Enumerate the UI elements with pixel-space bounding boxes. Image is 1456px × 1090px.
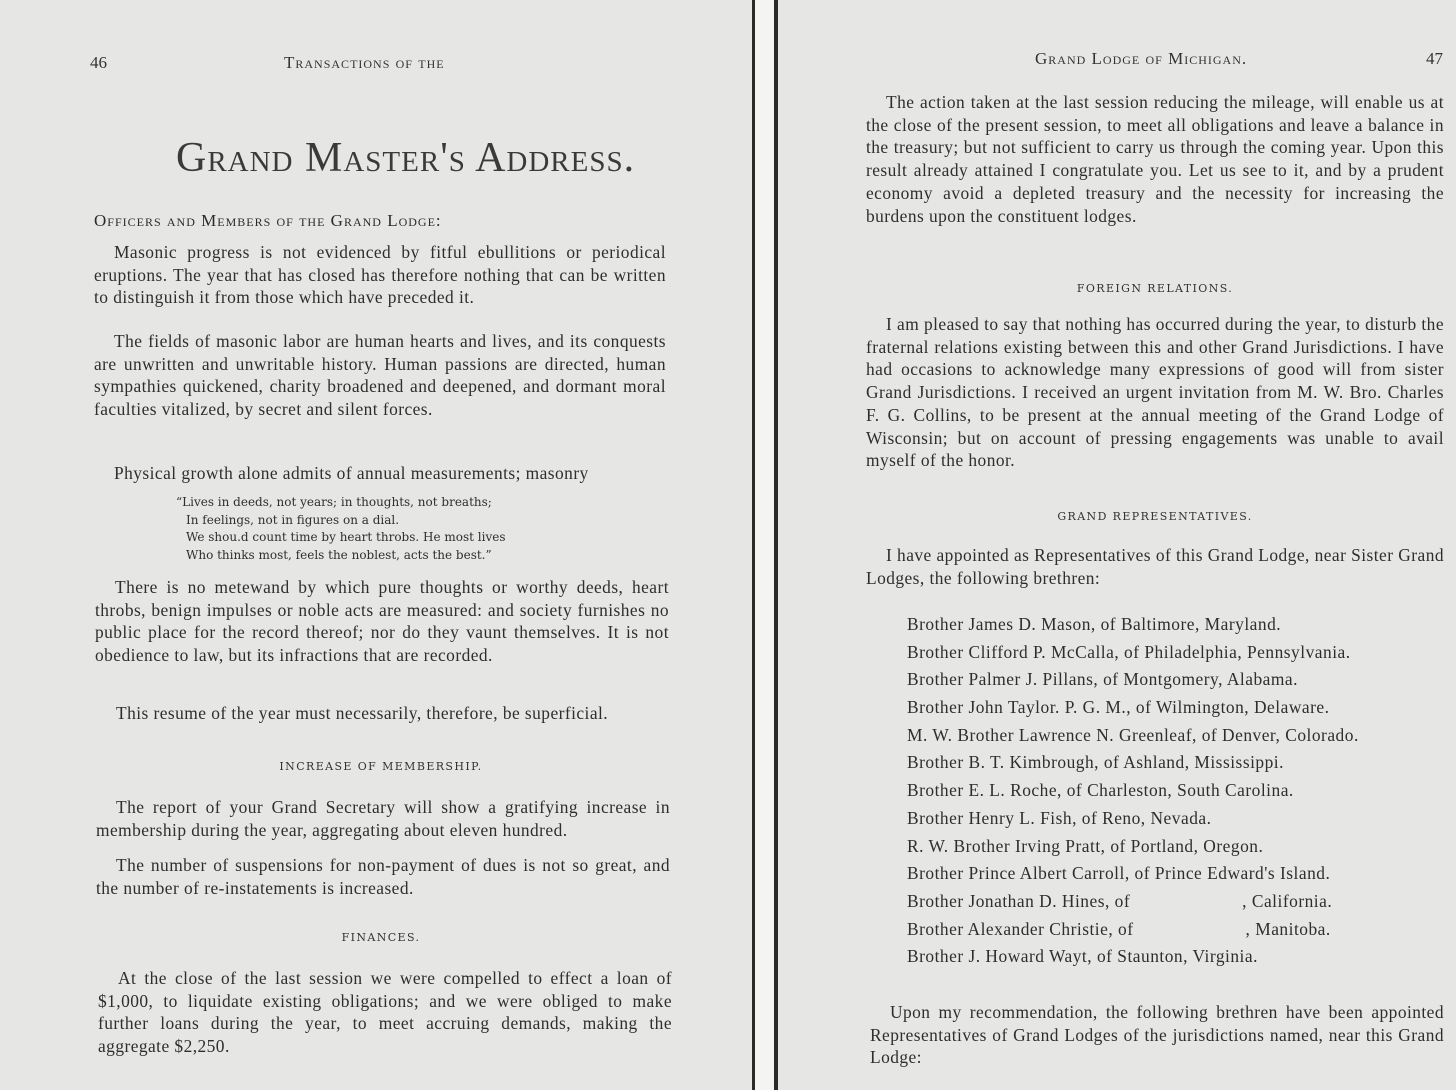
- list-item-text: Brother Jonathan D. Hines, of: [907, 890, 1131, 911]
- paragraph: The fields of masonic labor are human hearts and lives, and its conquests are unwritten and unwritable history. Human passions are directed, human sympathies quickened, charity broadened and deepened, and dormant moral faculties vitalized, by secret and silent forces.: [94, 331, 666, 420]
- paragraph: There is no metewand by which pure thoughts or worthy deeds, heart throbs, benign impulses or noble acts are measured: and society furnishes no public place for the record thereof; nor do they vaunt themselves. It is not obedience to law, but its infractions that are recorded.: [95, 577, 669, 666]
- paragraph: The report of your Grand Secretary will show a gratifying increase in membership during the year, aggregating about eleven hundred.: [96, 797, 670, 840]
- list-item: Brother J. Howard Wayt, of Staunton, Virginia.: [907, 946, 1258, 967]
- list-item: M. W. Brother Lawrence N. Greenleaf, of Denver, Colorado.: [907, 724, 1359, 745]
- running-head: Grand Lodge of Michigan.: [1035, 49, 1248, 68]
- list-item: Brother Prince Albert Carroll, of Prince Edward's Island.: [907, 863, 1331, 884]
- list-item: Brother E. L. Roche, of Charleston, South Carolina.: [907, 780, 1294, 801]
- page-title: Grand Master's Address.: [176, 135, 636, 181]
- section-heading: INCREASE OF MEMBERSHIP.: [279, 760, 483, 773]
- paragraph: Masonic progress is not evidenced by fitful ebullitions or periodical eruptions. The year that has closed has therefore nothing that can be written to distinguish it from those which have preceded it.: [94, 242, 666, 308]
- verse-quote: [176, 494, 506, 564]
- salutation: Officers and Members of the Grand Lodge:: [94, 211, 442, 230]
- list-item: [907, 916, 1359, 944]
- paragraph: The number of suspensions for non-payment of dues is not so great, and the number of re-instatements is increased.: [96, 855, 670, 898]
- paragraph: Physical growth alone admits of annual measurements; masonry: [114, 463, 589, 483]
- verse-line: Who thinks most, feels the noblest, acts the best.”: [186, 547, 492, 562]
- page-number: 46: [90, 53, 107, 72]
- list-item-text: , California.: [1242, 890, 1333, 911]
- verse-line: “Lives in deeds, not years; in thoughts, not breaths;: [176, 495, 492, 509]
- paragraph: I am pleased to say that nothing has occurred during the year, to disturb the fraternal relations existing between this and other Grand Jurisdictions. I have had occasions to acknowledge many expressions of good will from sister Grand Jurisdictions. I received an urgent invitation from M. W. Bro. Charles F. G. Collins, to be present at the annual meeting of the Grand Lodge of Wisconsin; but on account of pressing engagements was unable to avail myself of the honor.: [866, 314, 1444, 471]
- section-heading: FINANCES.: [341, 931, 421, 944]
- list-item: Brother John Taylor. P. G. M., of Wilmington, Delaware.: [907, 697, 1330, 718]
- representatives-list: [907, 611, 1359, 971]
- list-item: Brother Henry L. Fish, of Reno, Nevada.: [907, 807, 1212, 828]
- paragraph: I have appointed as Representatives of this Grand Lodge, near Sister Grand Lodges, the following brethren:: [866, 545, 1444, 588]
- list-item: R. W. Brother Irving Pratt, of Portland, Oregon.: [907, 835, 1264, 856]
- list-item: Brother Palmer J. Pillans, of Montgomery, Alabama.: [907, 669, 1298, 690]
- verse-line: We shou.d count time by heart throbs. He most lives: [186, 530, 506, 544]
- paragraph: The action taken at the last session reducing the mileage, will enable us at the close of the present session, to meet all obligations and leave a balance in the treasury; but not sufficient to carry us through the coming year. Upon this result already attained I congratulate you. Let us see to it, and by a prudent economy avoid a depleted treasury and the necessity for increasing the burdens upon the constituent lodges.: [866, 92, 1444, 226]
- book-gutter: [752, 0, 778, 1090]
- section-heading: FOREIGN RELATIONS.: [1076, 282, 1234, 295]
- list-item-text: , Manitoba.: [1245, 918, 1331, 939]
- page-number: 47: [1426, 49, 1443, 68]
- right-page: [778, 0, 1456, 1090]
- section-heading: GRAND REPRESENTATIVES.: [1057, 510, 1253, 523]
- list-item: Brother James D. Mason, of Baltimore, Maryland.: [907, 614, 1282, 634]
- verse-line: In feelings, not in figures on a dial.: [186, 512, 400, 527]
- paragraph: This resume of the year must necessarily, therefore, be superficial.: [116, 703, 609, 723]
- running-head: Transactions of the: [284, 53, 445, 72]
- list-item: Brother Clifford P. McCalla, of Philadelphia, Pennsylvania.: [907, 641, 1351, 662]
- paragraph: At the close of the last session we were compelled to effect a loan of $1,000, to liquidate existing obligations; and we were obliged to make further loans during the year, to meet accruing demands, making the aggregate $2,250.: [98, 968, 672, 1057]
- list-item-text: Brother Alexander Christie, of: [907, 918, 1134, 939]
- paragraph: Upon my recommendation, the following brethren have been appointed Representatives of Grand Lodges of the jurisdictions named, near this Grand Lodge:: [870, 1002, 1444, 1068]
- list-item: Brother B. T. Kimbrough, of Ashland, Mississippi.: [907, 752, 1284, 773]
- list-item: [907, 888, 1359, 916]
